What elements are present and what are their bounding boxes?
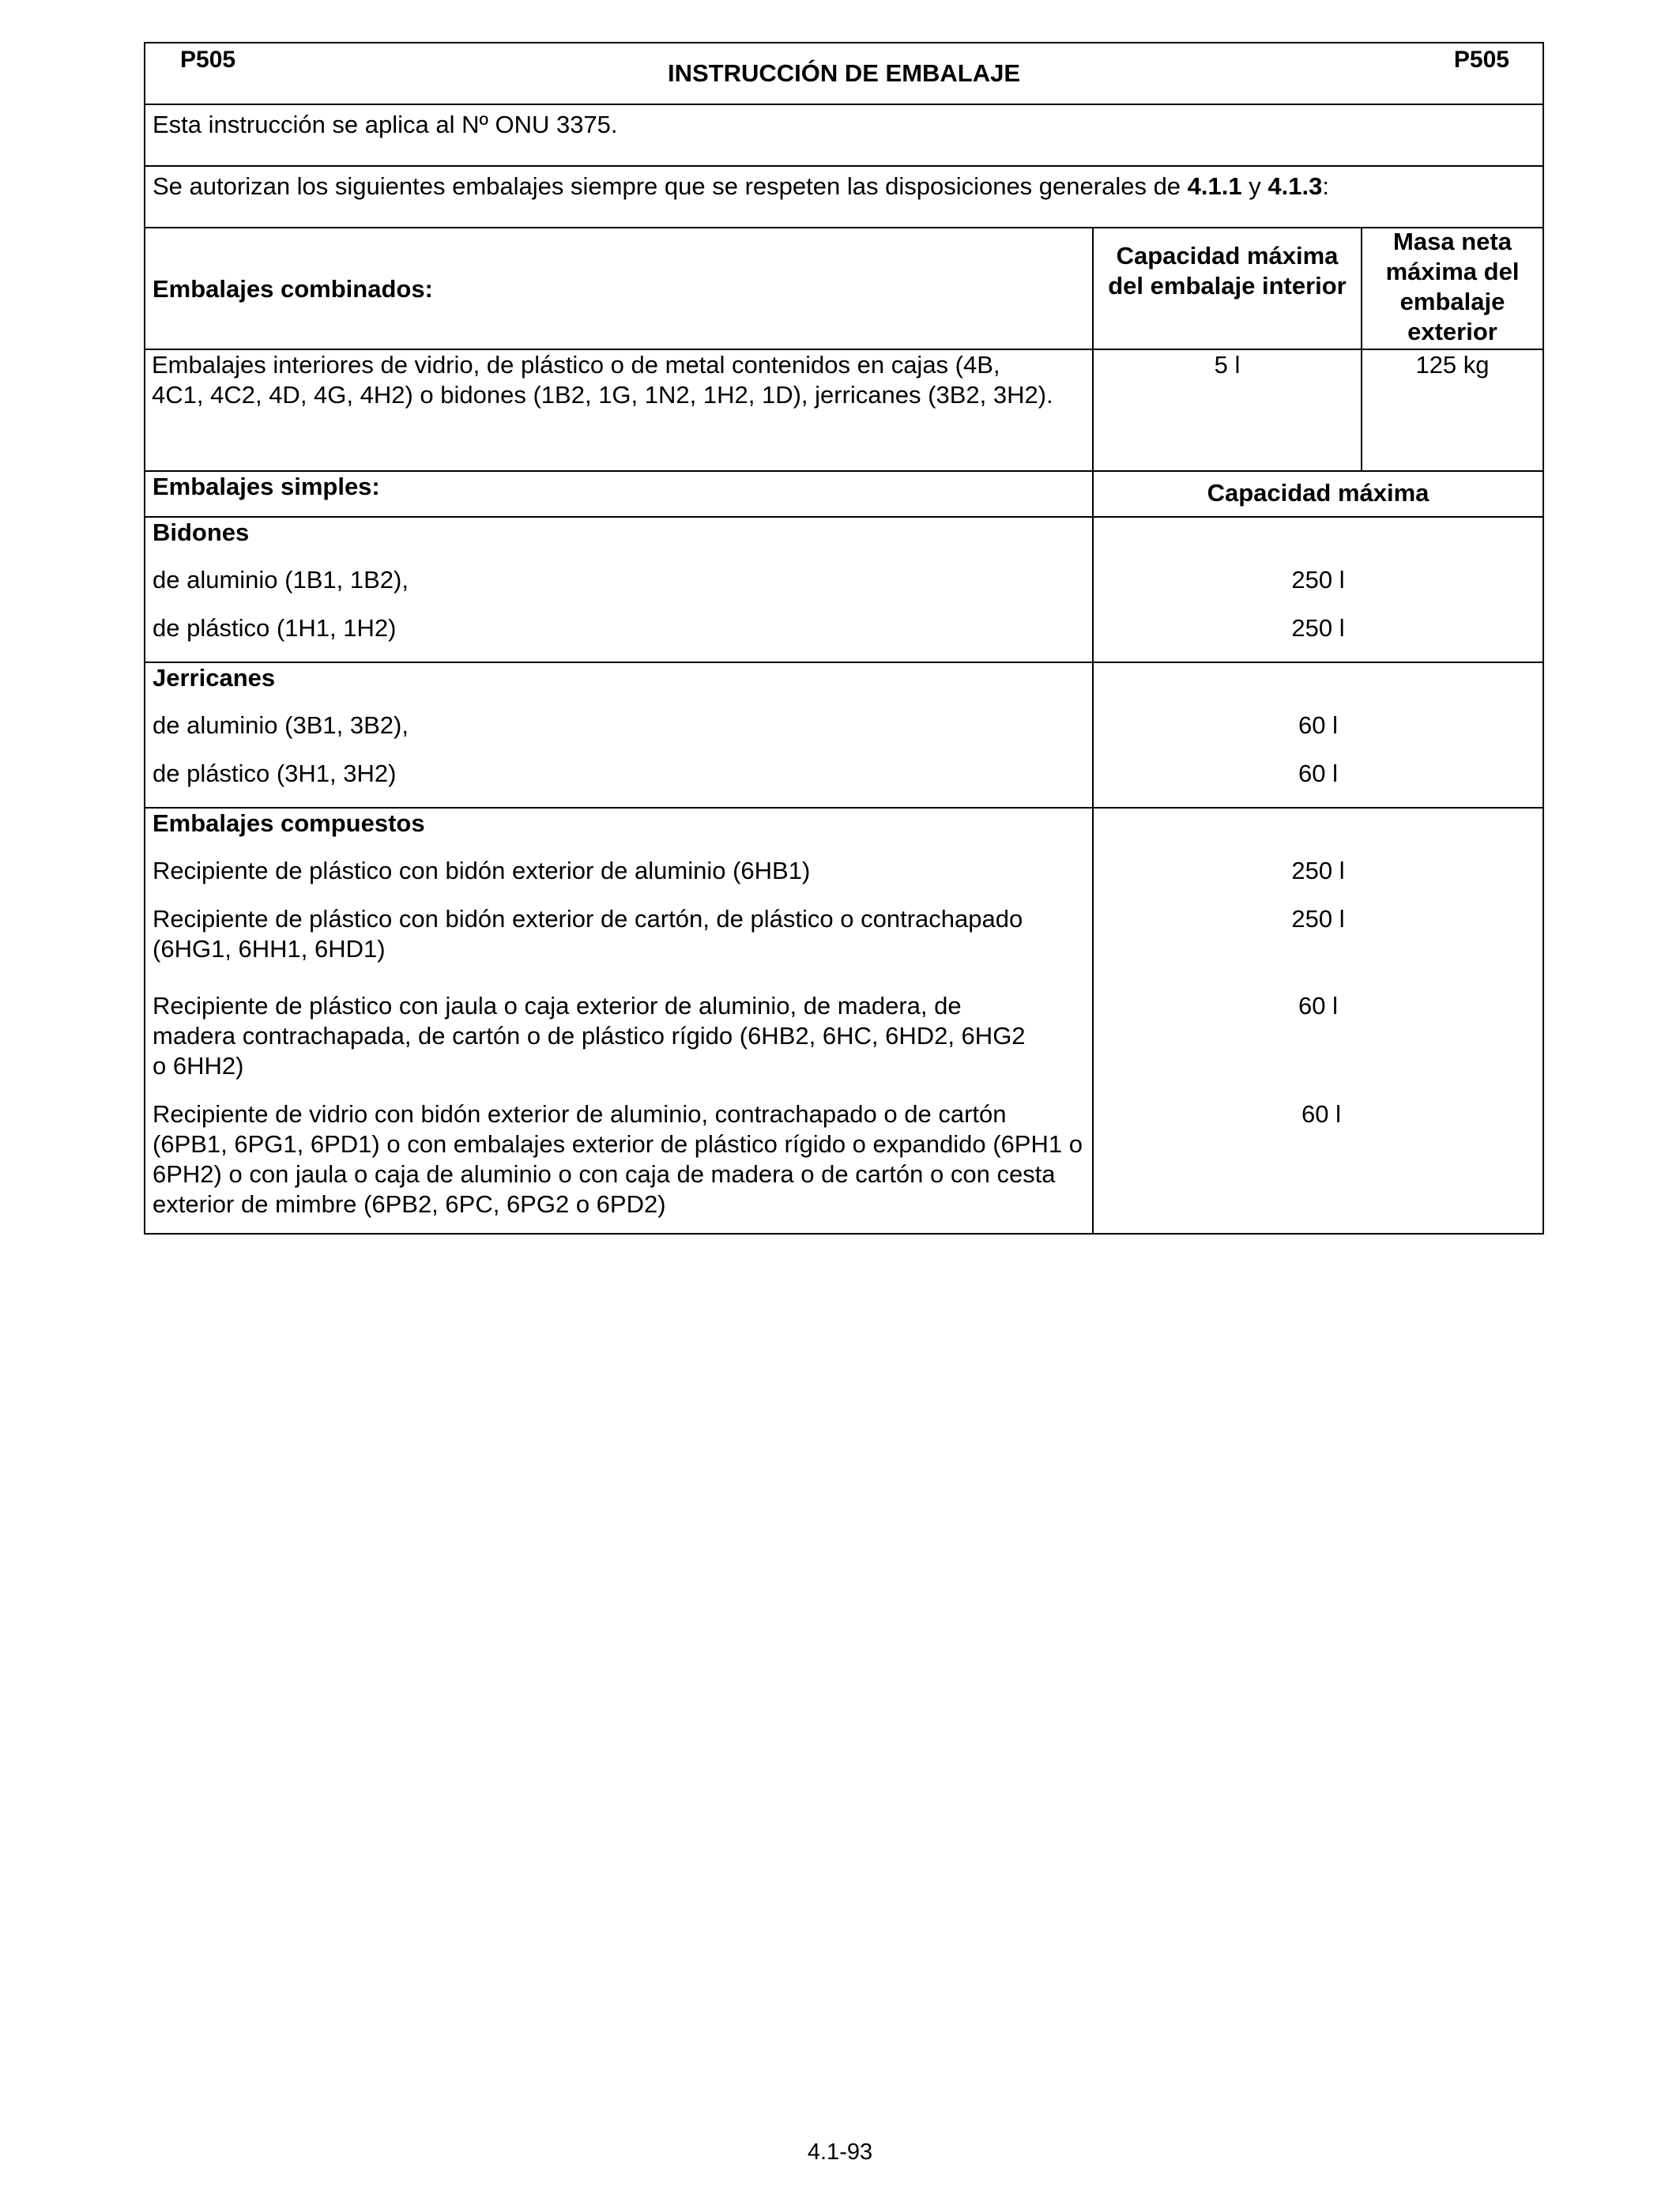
group-composite-title: Embalajes compuestos [153,809,425,837]
list-item: Recipiente de vidrio con bidón exterior de aluminio, contrachapado o de cartón (6PB1, 6PG1, 6PD1) o con embalajes exterior de plástico rígido o expandido (6PH1 o 6PH2) o con jaula o caja de aluminio o con caja de madera o de cartón o con cesta exterior de mimbre (6PB2, 6PC, 6PG2 o 6PD2) [153,1100,1083,1218]
combined-row-mass: 125 kg [1415,351,1490,379]
authorized-sentence: Se autorizan los siguientes embalajes siempre que se respeten las disposiciones generales de [153,172,1188,200]
list-item: de aluminio (3B1, 3B2), [153,711,409,739]
page-number: 4.1-93 [807,2139,873,2165]
capacity-value: 60 l [1298,760,1338,787]
combined-mass-header: Masa neta máxima del embalaje exterior [1385,228,1520,345]
instruction-title: INSTRUCCIÓN DE EMBALAJE [667,59,1021,87]
group-drums [144,516,1544,662]
single-header-row [144,470,1544,516]
packing-instruction-document [144,42,1544,1235]
list-item: Recipiente de plástico con bidón exterior de cartón, de plástico o contrachapado (6HG1, 6HH1, 6HD1) [153,905,1023,963]
list-item: Recipiente de plástico con jaula o caja exterior de aluminio, de madera, de madera contrachapada, de cartón o de plástico rígido (6HB2, 6HC, 6HD2, 6HG2 o 6HH2) [153,992,1026,1080]
instruction-code-right: P505 [1453,47,1509,73]
single-label: Embalajes simples: [153,473,380,500]
combined-label-cell [145,228,1094,349]
capacity-value: 60 l [1298,992,1338,1020]
single-capacity-header: Capacidad máxima [1207,479,1430,507]
ref-conjunction: y [1241,172,1268,200]
instruction-header [144,42,1544,104]
group-drums-title: Bidones [153,518,250,546]
combined-capacity-header: Capacidad máxima del embalaje interior [1108,242,1347,300]
list-item: Recipiente de plástico con bidón exterior de aluminio (6HB1) [153,857,811,884]
combined-mass-header-cell [1362,228,1543,349]
group-drums-value-cell [1094,518,1543,662]
ref-end: : [1322,172,1329,200]
combined-row-text: Embalajes interiores de vidrio, de plástico o de metal contenidos en cajas (4B, 4C1, 4C2, 4D, 4G, 4H2) o bidones (1B2, 1G, 1N2, 1H2, 1D), jerricanes (3B2, 3H2). [152,351,1053,409]
combined-row-capacity: 5 l [1214,351,1241,379]
capacity-value: 250 l [1291,614,1345,642]
single-label-cell [145,472,1094,516]
combined-row-text-cell [145,350,1094,470]
list-item: de aluminio (1B1, 1B2), [153,566,409,594]
capacity-value: 250 l [1291,857,1345,884]
applies-row [144,104,1544,165]
combined-header-row [144,227,1544,349]
group-composite [144,807,1544,1235]
group-jerricans-title: Jerricanes [153,664,276,692]
combined-row-capacity-cell [1094,350,1362,470]
instruction-code-left: P505 [180,47,236,73]
group-jerricans-value-cell [1094,663,1543,807]
combined-data-row [144,349,1544,470]
list-item: de plástico (1H1, 1H2) [153,614,397,642]
capacity-value: 60 l [1298,711,1338,739]
capacity-value: 250 l [1291,566,1345,594]
group-drums-text-cell [145,518,1094,662]
authorized-row [144,165,1544,227]
group-jerricans-text-cell [145,663,1094,807]
authorized-text [153,172,1329,202]
list-item: de plástico (3H1, 3H2) [153,760,397,787]
ref-4-1-1: 4.1.1 [1187,172,1242,200]
combined-row-mass-cell [1362,350,1543,470]
capacity-value: 250 l [1291,905,1345,933]
single-capacity-header-cell [1094,472,1543,516]
group-composite-text-cell [145,809,1094,1233]
combined-label: Embalajes combinados: [153,275,433,303]
applies-text: Esta instrucción se aplica al Nº ONU 3375. [153,111,618,138]
group-composite-value-cell [1094,809,1543,1233]
ref-4-1-3: 4.1.3 [1268,172,1323,200]
group-jerricans [144,662,1544,807]
capacity-value: 60 l [1301,1100,1341,1128]
combined-capacity-header-cell [1094,228,1362,349]
